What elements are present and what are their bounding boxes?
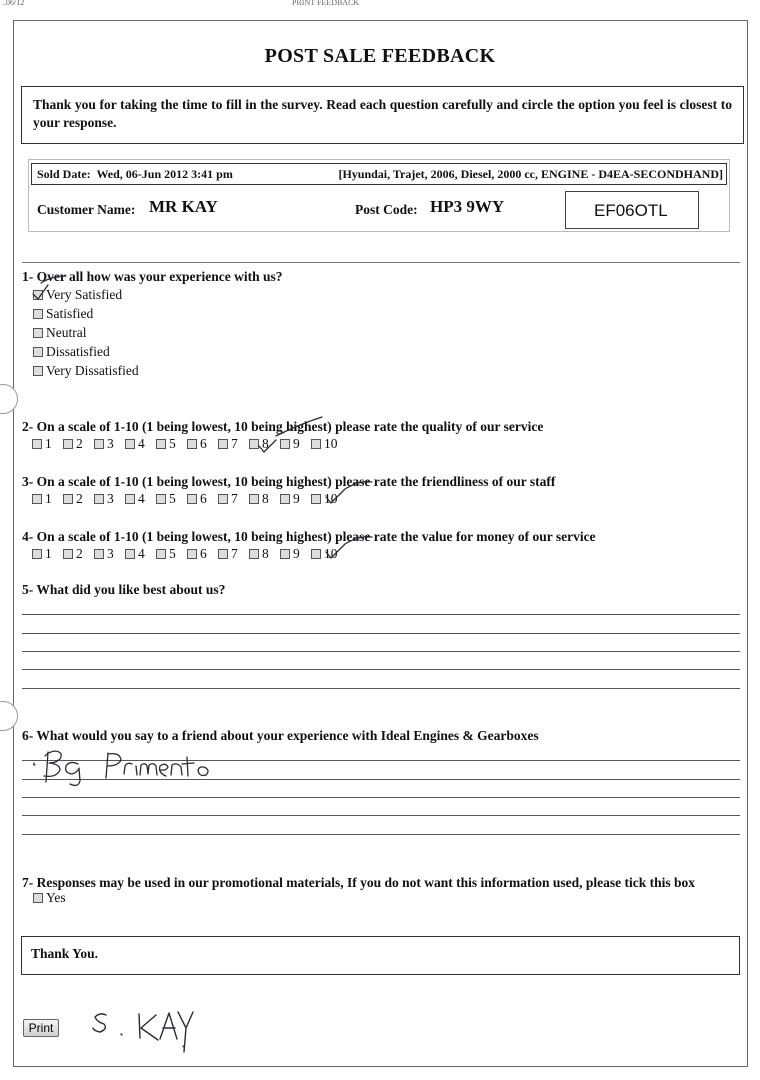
scale-option[interactable]: 9: [280, 546, 311, 562]
scale-option[interactable]: 5: [156, 436, 187, 452]
post-code-label: Post Code:: [355, 202, 418, 217]
scale-option[interactable]: 1: [32, 546, 63, 562]
scale-option[interactable]: 10: [311, 546, 342, 562]
scale-option[interactable]: 6: [187, 491, 218, 507]
scale-option[interactable]: 6: [187, 436, 218, 452]
scale-option[interactable]: 7: [218, 436, 249, 452]
print-button[interactable]: Print: [23, 1019, 59, 1037]
registration-value: EF06OTL: [594, 201, 668, 220]
question-3: 3- On a scale of 1-10 (1 being lowest, 10 being highest) please rate the friendliness of our staff: [22, 474, 556, 489]
scale-option[interactable]: 8: [249, 436, 280, 452]
question-6: 6- What would you say to a friend about your experience with Ideal Engines & Gearboxes: [22, 728, 539, 743]
customer-name-value: MR KAY: [149, 197, 218, 216]
scale-option[interactable]: 7: [218, 491, 249, 507]
signature: [93, 1012, 193, 1052]
scale-option[interactable]: 3: [94, 436, 125, 452]
scale-option[interactable]: 3: [94, 491, 125, 507]
sold-date-label: Sold Date:: [37, 167, 91, 181]
q1-option[interactable]: Satisfied: [33, 305, 93, 323]
post-code-value: HP3 9WY: [430, 197, 505, 216]
scale-option[interactable]: 2: [63, 491, 94, 507]
q3-tick-mark: [326, 482, 372, 503]
scale-option[interactable]: 8: [249, 491, 280, 507]
page-title: POST SALE FEEDBACK: [264, 45, 496, 67]
scale-option[interactable]: 5: [156, 546, 187, 562]
scale-option[interactable]: 1: [32, 491, 63, 507]
scale-option[interactable]: 9: [280, 491, 311, 507]
scale-option[interactable]: 5: [156, 491, 187, 507]
q2-pen-stroke: [276, 417, 322, 436]
question-2: 2- On a scale of 1-10 (1 being lowest, 10 being highest) please rate the quality of our service: [22, 419, 544, 434]
scale-option[interactable]: 8: [249, 546, 280, 562]
scale-option[interactable]: 10: [311, 436, 342, 452]
thank-you-text: Thank You.: [31, 946, 99, 961]
print-header-left: ..06/12: [2, 0, 25, 7]
scale-option[interactable]: 6: [187, 546, 218, 562]
customer-name-label: Customer Name:: [37, 202, 136, 217]
scale-option[interactable]: 3: [94, 546, 125, 562]
q6-handwritten-answer: [34, 751, 208, 785]
q2-tick-mark: [259, 440, 276, 452]
question-7: 7- Responses may be used in our promotional materials, If you do not want this information used, please tick this box: [22, 875, 696, 890]
question-1: 1- Over all how was your experience with us?: [22, 269, 283, 284]
vehicle-details: [Hyundai, Trajet, 2006, Diesel, 2000 cc, ENGINE - D4EA-SECONDHAND]: [338, 167, 723, 181]
q1-option[interactable]: Very Satisfied: [33, 286, 122, 304]
q7-option[interactable]: Yes: [33, 889, 66, 907]
scale-option[interactable]: 4: [125, 546, 156, 562]
sold-date-value: Wed, 06-Jun 2012 3:41 pm: [96, 167, 233, 181]
q4-tick-mark: [326, 537, 372, 558]
print-header-title: PRINT FEEDBACK: [292, 0, 360, 7]
q1-option[interactable]: Dissatisfied: [33, 343, 110, 361]
q1-option[interactable]: Very Dissatisfied: [33, 362, 139, 380]
scale-option[interactable]: 4: [125, 436, 156, 452]
intro-text: Thank you for taking the time to fill in the survey. Read each question carefully and circle the option you feel is closest to your response.: [33, 97, 732, 130]
scale-option[interactable]: 2: [63, 546, 94, 562]
q1-pen-stroke: [41, 276, 66, 283]
question-5: 5- What did you like best about us?: [22, 582, 226, 597]
scale-option[interactable]: 1: [32, 436, 63, 452]
q1-tick-mark: [33, 285, 48, 299]
scale-option[interactable]: 7: [218, 546, 249, 562]
scale-option[interactable]: 10: [311, 491, 342, 507]
scale-option[interactable]: 9: [280, 436, 311, 452]
scale-option[interactable]: 2: [63, 436, 94, 452]
q1-option[interactable]: Neutral: [33, 324, 86, 342]
scale-option[interactable]: 4: [125, 491, 156, 507]
question-4: 4- On a scale of 1-10 (1 being lowest, 10 being highest) please rate the value for money of our service: [22, 529, 596, 544]
